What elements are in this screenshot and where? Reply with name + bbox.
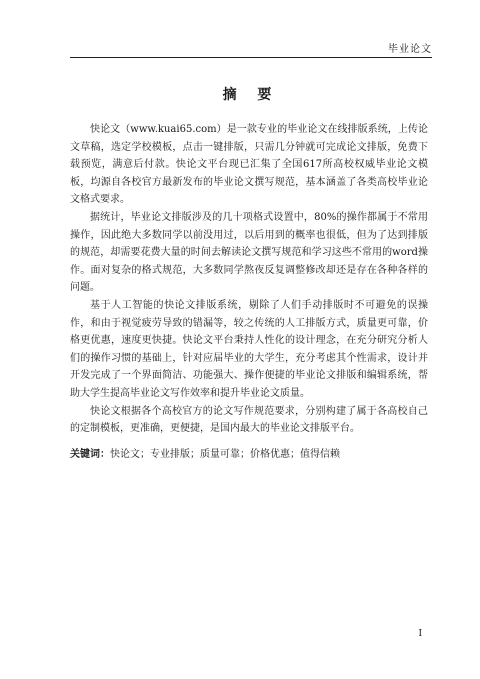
running-header: 毕业论文 — [388, 44, 432, 55]
keywords-text: 快论文；专业排版；质量可靠；价格优惠；值得信赖 — [110, 448, 340, 460]
header-rule — [70, 57, 432, 58]
keywords-line — [70, 446, 428, 464]
abstract-paragraph-1: 快论文（www.kuai65.com）是一款专业的毕业论文在线排版系统，上传论文草稿，选定学校模板，点击一键排版，只需几分钟就可完成论文排版，免费下载预览，满意后付款。快论文平台现已汇集了全国617所高校权威毕业论文模板，均源自各校官方最新发布的毕业论文撰写规范，基本涵盖了各类高校毕业论文格式要求。 — [70, 124, 428, 206]
abstract-title: 摘 要 — [222, 87, 280, 103]
keywords-label: 关键词： — [70, 448, 110, 460]
abstract-body — [70, 121, 428, 463]
abstract-paragraph-3: 基于人工智能的快论文排版系统，剔除了人们手动排版时不可避免的误操作，和由于视觉疲劳导致的错漏等，较之传统的人工排版方式，质量更可靠，价格更优惠，速度更快捷。快论文平台秉持人性化的设计理念，在充分研究分析人们的操作习惯的基础上，针对应届毕业的大学生，充分考虑其个性需求，设计并开发完成了一个界面简洁、功能强大、操作便捷的毕业论文排版和编辑系统，帮助大学生提高毕业论文写作效率和提升毕业论文质量。 — [70, 299, 428, 399]
abstract-paragraph-2: 据统计，毕业论文排版涉及的几十项格式设置中，80%的操作都属于不常用操作，因此绝大多数同学以前没用过，以后用到的概率也很低，但为了达到排版的规范，却需要花费大量的时间去解读论文撰写规范和学习这些不常用的word操作。面对复杂的格式规范，大多数同学熬夜反复调整修改却还是存在各种各样的问题。 — [70, 211, 428, 294]
page-number: I — [418, 629, 422, 639]
abstract-paragraph-4: 快论文根据各个高校官方的论文写作规范要求，分别构建了属于各高校自己的定制模板，更准确，更便捷，是国内最大的毕业论文排版平台。 — [70, 405, 428, 435]
